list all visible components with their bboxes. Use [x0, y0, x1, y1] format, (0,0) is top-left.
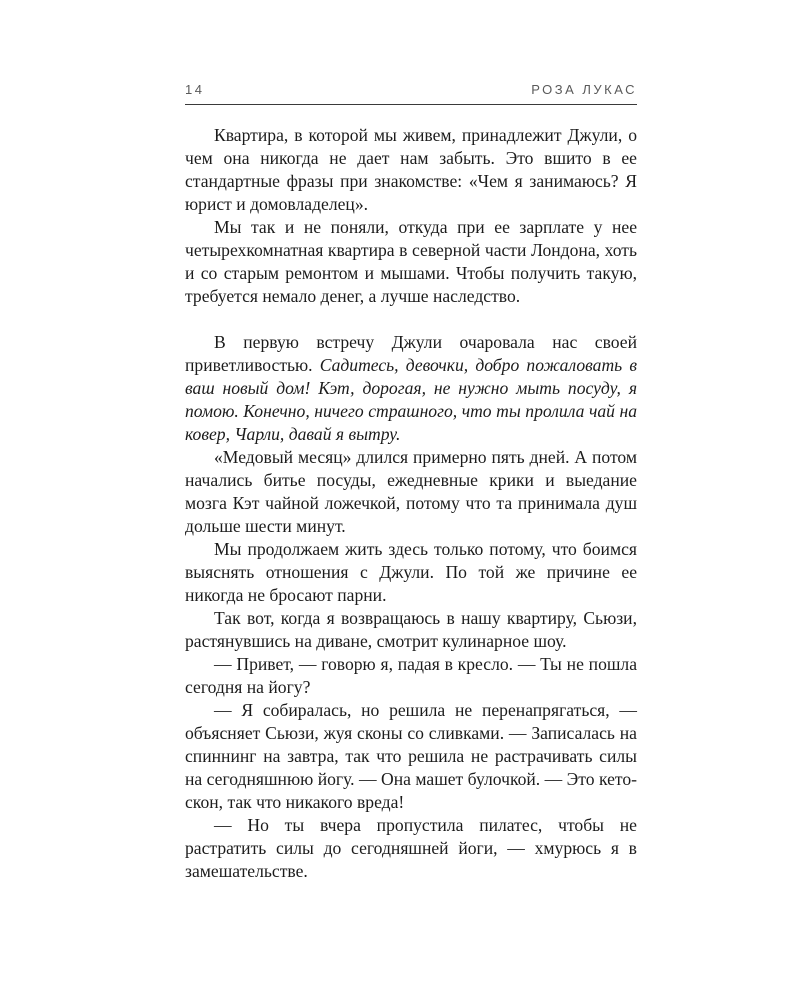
italic-quote: Садитесь, девочки, добро пожаловать в ваш новый дом! Кэт, дорогая, не нужно мыть посуду, я помою. Конечно, ничего страшного, что ты пролила чай на ковер, Чарли, давай я вытру.	[185, 355, 637, 444]
header-rule	[185, 104, 637, 105]
paragraph: Так вот, когда я возвращаюсь в нашу квартиру, Сьюзи, растянувшись на диване, смотрит кулинарное шоу.	[185, 608, 637, 651]
paragraph: — Но ты вчера пропустила пилатес, чтобы не растратить силы до сегодняшней йоги, — хмурюсь я в замешательстве.	[185, 815, 637, 881]
body-text	[185, 124, 637, 883]
paragraph: «Медовый месяц» длился примерно пять дней. А потом начались битье посуды, ежедневные крики и выедание мозга Кэт чайной ложечкой, потому что та принимала душ дольше шести минут.	[185, 447, 637, 536]
paragraph: — Я собиралась, но решила не перенапрягаться, — объясняет Сьюзи, жуя сконы со сливками. — Записалась на спиннинг на завтра, так что решила не растрачивать силы на сегодняшнюю йогу. — Она машет булочкой. — Это кето-скон, так что никакого вреда!	[185, 700, 637, 812]
author-name: РОЗА ЛУКАС	[531, 82, 637, 97]
running-head	[185, 82, 637, 102]
paragraph: Мы так и не поняли, откуда при ее зарплате у нее четырехкомнатная квартира в северной части Лондона, хоть и со старым ремонтом и мышами. Чтобы получить такую, требуется немало денег, а лучше наследство.	[185, 217, 637, 306]
paragraph: — Привет, — говорю я, падая в кресло. — Ты не пошла сегодня на йогу?	[185, 654, 637, 697]
page-number: 14	[185, 82, 205, 97]
paragraph: Квартира, в которой мы живем, принадлежит Джули, о чем она никогда не дает нам забыть. Это вшито в ее стандартные фразы при знакомстве: «Чем я занимаюсь? Я юрист и домовладелец».	[185, 125, 637, 214]
paragraph: Мы продолжаем жить здесь только потому, что боимся выяснять отношения с Джули. По той же причине ее никогда не бросают парни.	[185, 539, 637, 605]
paragraph: В первую встречу Джули очаровала нас своей приветливостью. Садитесь, девочки, добро пожаловать в ваш новый дом! Кэт, дорогая, не нужно мыть посуду, я помою. Конечно, ничего страшного, что ты пролила чай на ковер, Чарли, давай я вытру.	[185, 332, 637, 444]
